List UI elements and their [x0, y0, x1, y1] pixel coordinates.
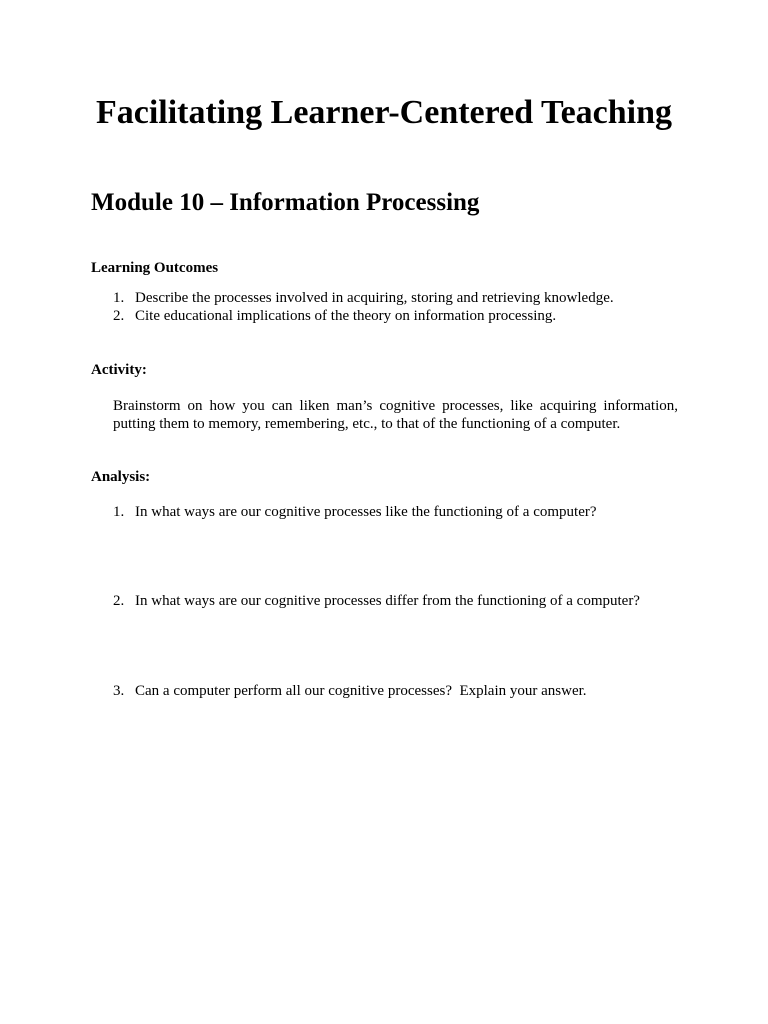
list-number: 3.	[113, 683, 125, 699]
analysis-question	[113, 592, 640, 610]
learning-outcome-item	[113, 307, 556, 325]
activity-heading: Activity:	[91, 362, 147, 378]
document-title: Facilitating Learner-Centered Teaching	[95, 94, 673, 131]
analysis-question	[113, 503, 597, 521]
activity-paragraph: Brainstorm on how you can liken man’s cognitive processes, like acquiring information, putting them to memory, remembering, etc., to that of the functioning of a computer.	[113, 398, 678, 432]
question-text: In what ways are our cognitive processes like the functioning of a computer?	[135, 504, 597, 520]
list-number: 1.	[113, 504, 125, 520]
learning-outcomes-heading: Learning Outcomes	[91, 260, 219, 276]
module-title: Module 10 – Information Processing	[91, 189, 480, 216]
analysis-question	[113, 682, 587, 700]
list-item-text: Describe the processes involved in acquiring, storing and retrieving knowledge.	[135, 290, 614, 306]
question-text: In what ways are our cognitive processes differ from the functioning of a computer?	[135, 593, 640, 609]
list-number: 1.	[113, 290, 125, 306]
list-item-text: Cite educational implications of the theory on information processing.	[135, 308, 557, 324]
learning-outcome-item	[113, 289, 614, 307]
analysis-heading: Analysis:	[91, 469, 151, 485]
list-number: 2.	[113, 308, 125, 324]
list-number: 2.	[113, 593, 125, 609]
question-text: Can a computer perform all our cognitive processes? Explain your answer.	[135, 683, 587, 699]
